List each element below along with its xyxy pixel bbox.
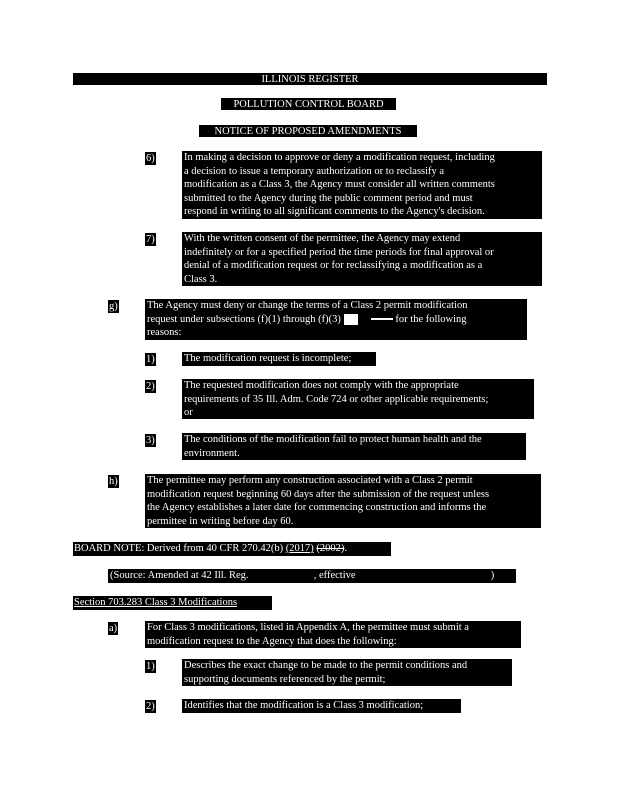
subsection-h-line: The permittee may perform any construction associated with a Class 2 permit	[147, 475, 473, 486]
item-g3-line: The conditions of the modification fail to protect human health and the	[184, 434, 482, 445]
section-a1-line: Describes the exact change to be made to the permit conditions and	[184, 660, 468, 671]
item-g1-line: The modification request is incomplete;	[184, 353, 352, 364]
item-g3-line: environment.	[184, 447, 240, 459]
item-7-line: denial of a modification request or for reclassifying a modification as a	[184, 260, 483, 271]
board-note-old-year: (2002)	[316, 543, 345, 554]
item-6-line: submitted to the Agency during the public comment period and must	[184, 192, 473, 204]
subsection-g-line2-start: request under subsections (f)(1) through (f)(3)	[147, 313, 341, 325]
register-title: ILLINOIS REGISTER	[261, 74, 359, 85]
section-a2-label: 2)	[146, 701, 155, 712]
source-effective: , effective	[313, 570, 356, 581]
item-g3-text	[182, 433, 526, 460]
section-a-text	[145, 621, 521, 648]
item-g2-text	[182, 379, 534, 419]
board-note-text: BOARD NOTE: Derived from 40 CFR 270.42(b)	[74, 543, 286, 554]
source-close: )	[490, 570, 495, 581]
section-a-line: modification request to the Agency that does the following:	[147, 635, 397, 647]
source-amended: (Source: Amended at 42 Ill. Reg.	[110, 570, 249, 581]
board-note-new-year: (2017)	[285, 543, 314, 554]
item-g3-label: 3)	[146, 435, 155, 446]
board-title-text: POLLUTION CONTROL BOARD	[233, 99, 384, 110]
board-note-end: .	[344, 543, 347, 554]
subsection-g-line2-end: for the following	[395, 313, 467, 325]
subsection-g-line	[147, 313, 527, 327]
subsection-g-text	[145, 299, 527, 340]
subsection-g-line: reasons:	[147, 327, 182, 338]
item-7-label: 7)	[146, 234, 155, 245]
source-line	[108, 569, 516, 583]
section-a2-text	[182, 699, 461, 713]
subsection-h-line: permittee in writing before day 60.	[147, 515, 294, 527]
subsection-h-text	[145, 474, 541, 528]
section-heading	[73, 596, 272, 610]
section-a-label: a)	[109, 623, 118, 634]
register-header-bar	[73, 73, 547, 85]
item-g2-line: requirements of 35 Ill. Adm. Code 724 or other applicable requirements;	[184, 393, 489, 405]
subsection-h-label: h)	[109, 476, 118, 487]
item-6-line: a decision to issue a temporary authorization or to reclassify a	[184, 165, 445, 177]
section-a1-text	[182, 659, 512, 686]
item-7-line: With the written consent of the permittee, the Agency may extend	[184, 233, 461, 244]
item-6-label: 6)	[146, 153, 155, 164]
board-title	[221, 98, 396, 110]
section-a1-label: 1)	[146, 661, 155, 672]
item-g1-text	[182, 352, 376, 366]
item-6-text	[182, 151, 542, 219]
subsection-g-line: The Agency must deny or change the terms of a Class 2 permit modification	[147, 300, 468, 311]
item-g2-line: or	[184, 407, 193, 418]
section-a1-line: supporting documents referenced by the permit;	[184, 673, 386, 685]
item-g2-label: 2)	[146, 381, 155, 392]
item-6-line: modification as a Class 3, the Agency must consider all written comments	[184, 179, 495, 190]
item-7-text	[182, 232, 542, 286]
section-a2-line: Identifies that the modification is a Class 3 modification;	[184, 700, 424, 711]
item-g2-line: The requested modification does not comply with the appropriate	[184, 380, 459, 391]
subsection-g-label: g)	[109, 301, 118, 312]
section-a-line: For Class 3 modifications, listed in Appendix A, the permittee must submit a	[147, 622, 469, 633]
item-7-line: Class 3.	[184, 273, 218, 285]
item-g1-label: 1)	[146, 354, 155, 365]
notice-title-text: NOTICE OF PROPOSED AMENDMENTS	[214, 126, 402, 137]
notice-title	[199, 125, 417, 137]
board-note	[73, 542, 391, 556]
subsection-h-line: modification request beginning 60 days after the submission of the request unless	[147, 488, 490, 500]
item-6-line: In making a decision to approve or deny a modification request, including	[184, 152, 495, 163]
subsection-h-line: the Agency establishes a later date for commencing construction and informs the	[147, 502, 487, 513]
item-6-line: respond in writing to all significant comments to the Agency's decision.	[184, 206, 485, 217]
item-7-line: indefinitely or for a specified period the time periods for final approval or	[184, 246, 494, 258]
section-title: Section 703.283 Class 3 Modifications	[74, 597, 238, 608]
